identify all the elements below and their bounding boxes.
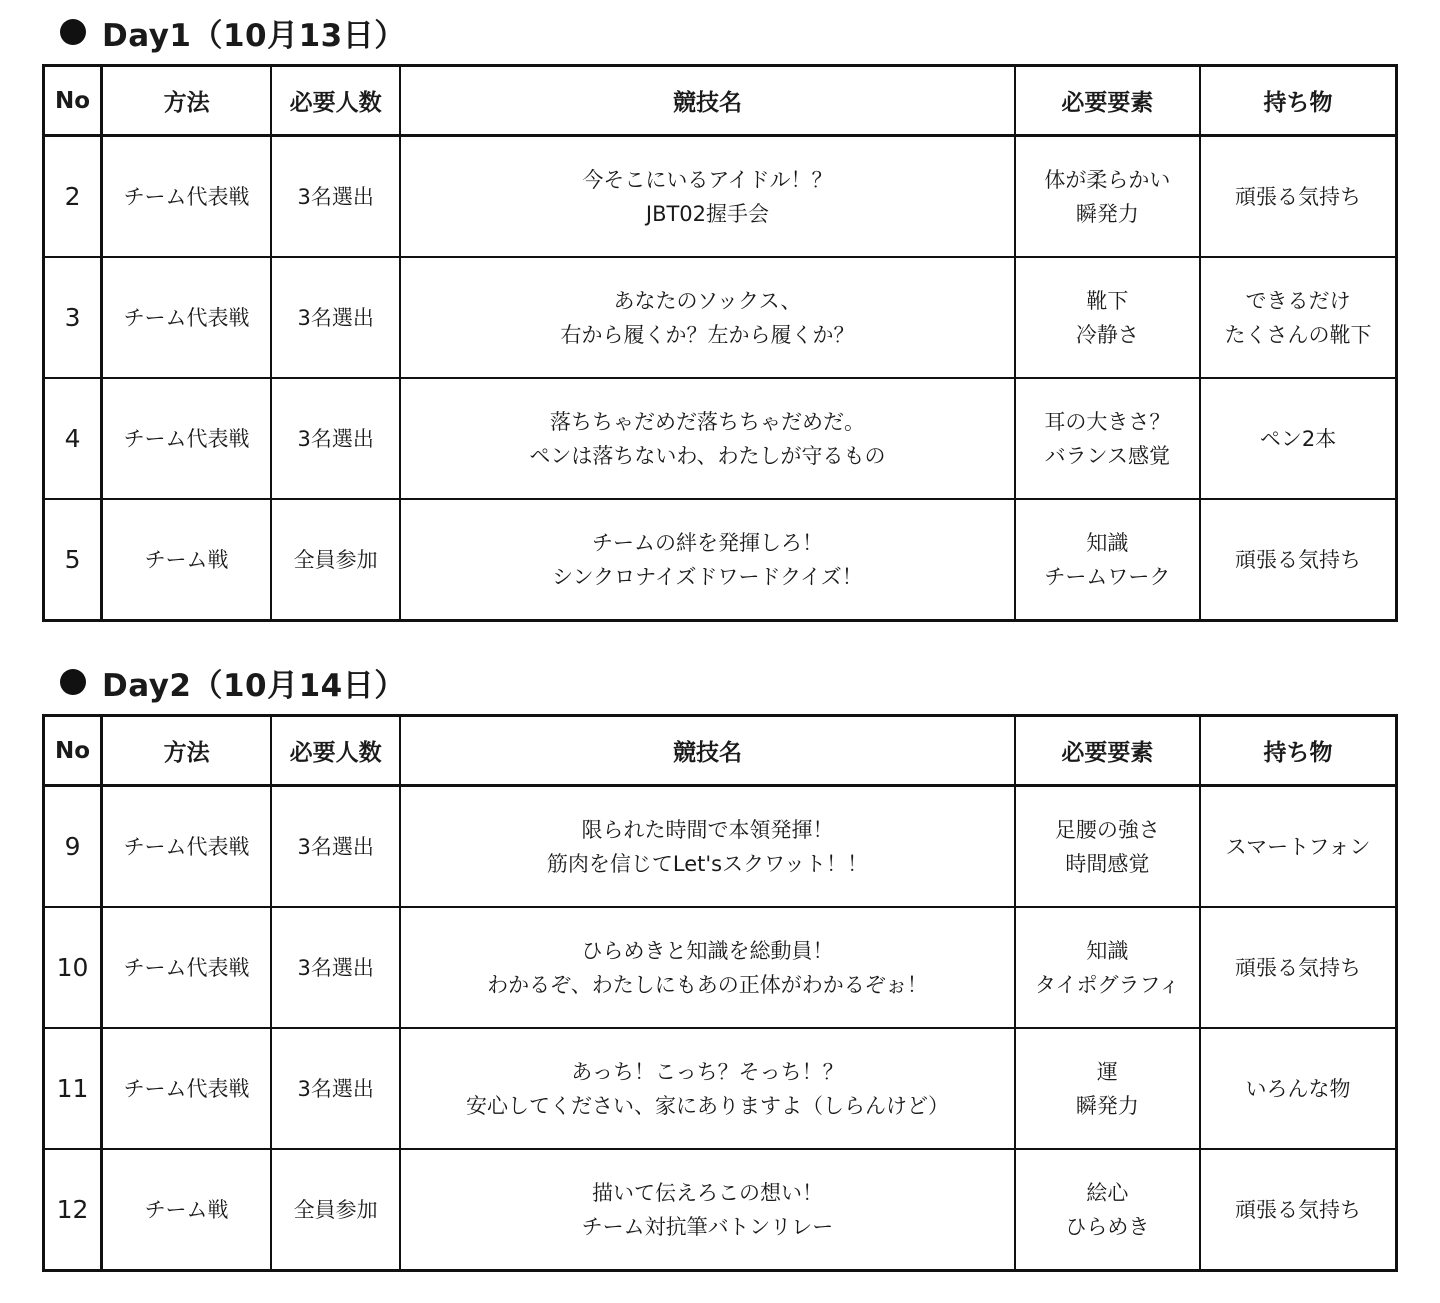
people-cell: 3名選出: [271, 907, 400, 1028]
items-cell-line: スマートフォン: [1225, 834, 1371, 859]
table-row: [44, 136, 1397, 258]
no-cell: 9: [44, 786, 102, 908]
requirements-cell-line: 運: [1096, 1059, 1118, 1084]
requirements-cell-line: ひらめき: [1065, 1214, 1150, 1239]
no-cell: 11: [44, 1028, 102, 1149]
people-cell: 全員参加: [271, 1149, 400, 1271]
people-cell: 3名選出: [271, 257, 400, 378]
items-cell-line: いろんな物: [1245, 1076, 1351, 1101]
event-cell: [400, 786, 1014, 908]
requirements-cell-line: 知識: [1086, 938, 1129, 963]
event-cell-line: 筋肉を信じてLet'sスクワット！！: [546, 851, 869, 876]
items-cell-line: できるだけ: [1245, 288, 1351, 313]
table-row: [44, 257, 1397, 378]
requirements-cell: [1015, 136, 1200, 258]
header-requirements: 必要要素: [1015, 716, 1200, 786]
no-cell: 5: [44, 499, 102, 621]
header-no: No: [44, 716, 102, 786]
items-cell-line: たくさんの靴下: [1224, 322, 1372, 347]
requirements-cell-line: 絵心: [1086, 1180, 1129, 1205]
header-row: [44, 716, 1397, 786]
people-cell: 3名選出: [271, 786, 400, 908]
table-row: [44, 1149, 1397, 1271]
people-cell: 3名選出: [271, 1028, 400, 1149]
table-row: [44, 786, 1397, 908]
method-cell: チーム代表戦: [102, 786, 271, 908]
requirements-cell: [1015, 907, 1200, 1028]
event-cell-line: 今そこにいるアイドル！？: [582, 167, 833, 192]
event-cell-line: シンクロナイズドワードクイズ！: [552, 564, 863, 589]
items-cell-line: ペン2本: [1259, 426, 1337, 451]
table-row: [44, 907, 1397, 1028]
requirements-cell: [1015, 499, 1200, 621]
table-row: [44, 378, 1397, 499]
method-cell: チーム代表戦: [102, 1028, 271, 1149]
requirements-cell-line: 瞬発力: [1075, 201, 1139, 226]
event-cell: [400, 136, 1014, 258]
header-row: [44, 66, 1397, 136]
requirements-cell-line: 時間感覚: [1065, 851, 1150, 876]
requirements-cell: [1015, 786, 1200, 908]
event-cell: [400, 499, 1014, 621]
event-cell: [400, 1149, 1014, 1271]
event-cell-line: ひらめきと知識を総動員！: [581, 938, 834, 963]
items-cell: [1200, 257, 1396, 378]
event-cell-line: チームの絆を発揮しろ！: [591, 530, 823, 555]
items-cell-line: 頑張る気持ち: [1235, 184, 1362, 209]
header-people: 必要人数: [271, 716, 400, 786]
event-cell: [400, 257, 1014, 378]
method-cell: チーム代表戦: [102, 378, 271, 499]
items-cell-line: 頑張る気持ち: [1235, 955, 1362, 980]
event-cell-line: チーム対抗筆バトンリレー: [581, 1214, 834, 1239]
requirements-cell-line: 靴下: [1086, 288, 1129, 313]
no-cell: 2: [44, 136, 102, 258]
event-cell-line: あなたのソックス、: [613, 288, 802, 313]
event-cell-line: 限られた時間で本領発揮！: [581, 817, 834, 842]
header-event: 競技名: [400, 66, 1014, 136]
requirements-cell-line: タイポグラフィ: [1034, 972, 1180, 997]
items-cell: [1200, 907, 1396, 1028]
day1-rows: [44, 136, 1397, 621]
items-cell-line: 頑張る気持ち: [1235, 547, 1362, 572]
items-cell: [1200, 499, 1396, 621]
header-event: 競技名: [400, 716, 1014, 786]
header-items: 持ち物: [1200, 716, 1396, 786]
requirements-cell: [1015, 378, 1200, 499]
event-cell-line: 右から履くか？左から履くか？: [560, 322, 855, 347]
requirements-cell-line: 知識: [1086, 530, 1129, 555]
header-people: 必要人数: [271, 66, 400, 136]
day2-rows: [44, 786, 1397, 1271]
items-cell: [1200, 786, 1396, 908]
requirements-cell-line: 足腰の強さ: [1054, 817, 1160, 842]
bullet-icon: [60, 669, 86, 695]
requirements-cell-line: 冷静さ: [1075, 322, 1139, 347]
day1-schedule-table: [42, 64, 1398, 622]
items-cell: [1200, 1028, 1396, 1149]
header-method: 方法: [102, 66, 271, 136]
method-cell: チーム代表戦: [102, 907, 271, 1028]
people-cell: 3名選出: [271, 136, 400, 258]
no-cell: 3: [44, 257, 102, 378]
event-cell-line: わかるぞ、わたしにもあの正体がわかるぞぉ！: [487, 972, 928, 997]
header-method: 方法: [102, 716, 271, 786]
requirements-cell-line: 瞬発力: [1075, 1093, 1139, 1118]
bullet-icon: [60, 19, 86, 45]
event-cell-line: JBT02握手会: [645, 201, 770, 226]
day2-schedule-table: [42, 714, 1398, 1272]
requirements-cell-line: 耳の大きさ？: [1044, 409, 1171, 434]
event-cell: [400, 907, 1014, 1028]
items-cell: [1200, 136, 1396, 258]
items-cell: [1200, 378, 1396, 499]
day1-title: [60, 9, 406, 55]
items-cell: [1200, 1149, 1396, 1271]
method-cell: チーム代表戦: [102, 257, 271, 378]
header-no: No: [44, 66, 102, 136]
items-cell-line: 頑張る気持ち: [1235, 1197, 1362, 1222]
no-cell: 12: [44, 1149, 102, 1271]
event-cell-line: ペンは落ちないわ、わたしが守るもの: [529, 443, 886, 468]
event-cell: [400, 1028, 1014, 1149]
day2-title: [60, 659, 406, 705]
requirements-cell: [1015, 257, 1200, 378]
method-cell: チーム戦: [102, 1149, 271, 1271]
people-cell: 3名選出: [271, 378, 400, 499]
event-cell-line: 安心してください、家にありますよ（しらんけど）: [465, 1093, 949, 1118]
event-cell-line: 描いて伝えろこの想い！: [591, 1180, 823, 1205]
event-cell: [400, 378, 1014, 499]
header-items: 持ち物: [1200, 66, 1396, 136]
requirements-cell-line: チームワーク: [1044, 564, 1171, 589]
requirements-cell: [1015, 1149, 1200, 1271]
requirements-cell-line: 体が柔らかい: [1044, 167, 1171, 192]
requirements-cell: [1015, 1028, 1200, 1149]
no-cell: 10: [44, 907, 102, 1028]
no-cell: 4: [44, 378, 102, 499]
table-row: [44, 499, 1397, 621]
event-cell-line: 落ちちゃだめだ落ちちゃだめだ。: [549, 409, 865, 434]
requirements-cell-line: バランス感覚: [1044, 443, 1171, 468]
header-requirements: 必要要素: [1015, 66, 1200, 136]
event-cell-line: あっち！こっち？そっち！？: [571, 1059, 844, 1084]
day1-title-text: Day1（10月13日）: [102, 17, 406, 54]
day2-title-text: Day2（10月14日）: [102, 667, 406, 704]
people-cell: 全員参加: [271, 499, 400, 621]
method-cell: チーム戦: [102, 499, 271, 621]
method-cell: チーム代表戦: [102, 136, 271, 258]
table-row: [44, 1028, 1397, 1149]
